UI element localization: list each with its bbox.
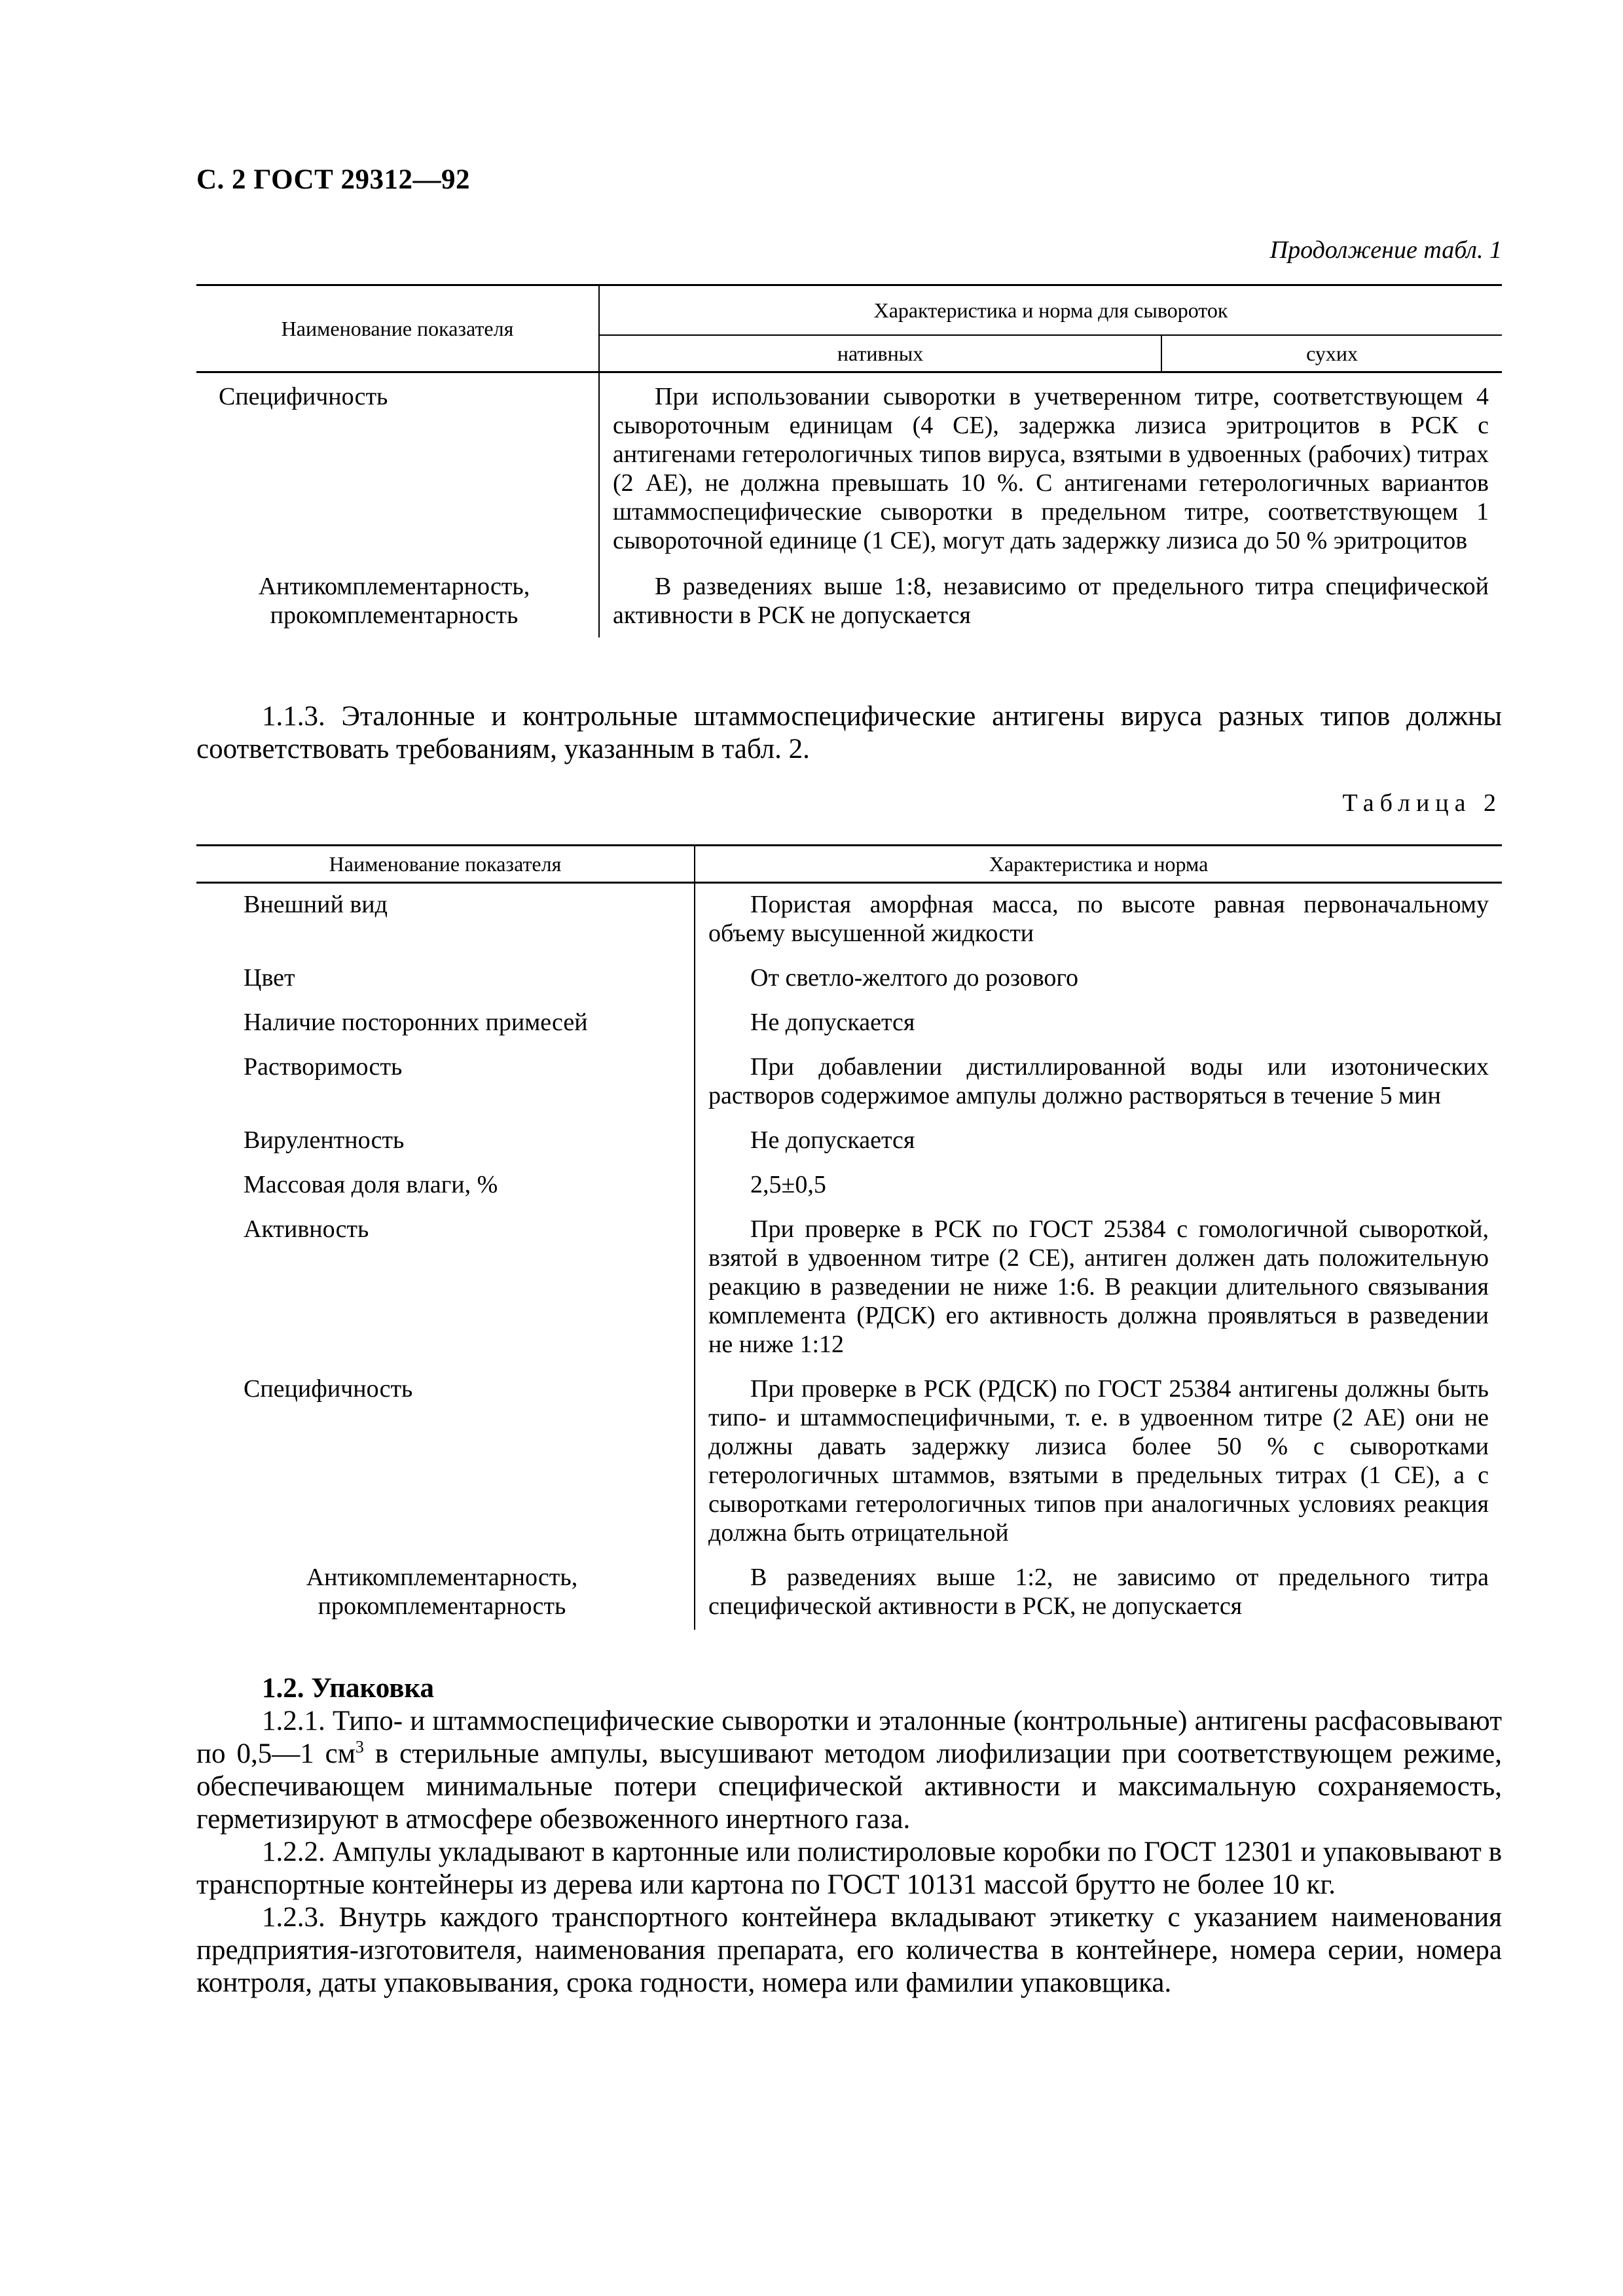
table2-row-value: Не допускается	[695, 1119, 1502, 1164]
table-row	[196, 957, 1502, 1001]
table2-row-value: В разведениях выше 1:2, не зависимо от предельного титра специфической активности в РСК, не допускается	[695, 1556, 1502, 1630]
table2-row-value: 2,5±0,5	[695, 1164, 1502, 1208]
table-row	[196, 1046, 1502, 1119]
table2-row-name: Массовая доля влаги, %	[244, 1171, 498, 1198]
table1-row-value: В разведениях выше 1:8, независимо от предельного титра специфической активности в РСК не допускается	[599, 563, 1502, 637]
table2-row-name: Вирулентность	[244, 1126, 405, 1154]
table-row	[196, 1001, 1502, 1046]
table1-header-name: Наименование показателя	[196, 285, 599, 372]
page-header: С. 2 ГОСТ 29312—92	[196, 164, 471, 195]
table2-row-name-line1: Антикомплементарность,	[306, 1564, 578, 1591]
superscript-3: 3	[355, 1737, 364, 1757]
section-1-2	[196, 1672, 1502, 2000]
table2-header-name: Наименование показателя	[196, 846, 695, 883]
table2-row-value: При проверке в РСК (РДСК) по ГОСТ 25384 антигены должны быть типо- и штаммоспецифичными, т. е. в удвоенном титре (2 АЕ) они не должны давать задержку лизиса более 50 % с сыворотками гетерологичных штаммов, взятыми в предельных титрах (1 СЕ), а с сыворотками гетерологичных типов при аналогичных условиях реакция должна быть отрицательной	[695, 1368, 1502, 1556]
paragraph-1-2-1-text-a: 1.2.1. Типо- и штаммоспецифические сыворотки и эталонные (контрольные) антигены расфасовывают по 0,5—1 см	[196, 1706, 1502, 1769]
table1-row-value: При использовании сыворотки в учетверенном титре, соответствующем 4 сывороточным единицам (4 СЕ), задержка лизиса эритроцитов в РСК с антигенами гетерологичных типов вируса, взятыми в удвоенных (рабочих) титрах (2 АЕ), не должна превышать 10 %. С антигенами гетерологичных вариантов штаммоспецифические сыворотки в предельном титре, соответствующем 1 сывороточной единице (1 СЕ), могут дать задержку лизиса до 50 % эритроцитов	[599, 372, 1502, 564]
table-row	[196, 563, 1502, 637]
table-row	[196, 1119, 1502, 1164]
table2-row-name: Цвет	[244, 964, 295, 992]
table2-row-value: Пористая аморфная масса, по высоте равная первоначальному объему высушенной жидкости	[695, 883, 1502, 958]
table2-row-value: От светло-желтого до розового	[695, 957, 1502, 1001]
section-1-2-heading: 1.2. Упаковка	[262, 1673, 435, 1704]
table1-row-name-line1: Антикомплементарность,	[258, 573, 530, 600]
table2-row-name	[196, 1556, 695, 1630]
table-row	[196, 372, 1502, 564]
paragraph-1-2-1-text-b: в стерильные ампулы, высушивают методом лиофилизации при соответствующем режиме, обеспечивающем минимальные потери специфической активности и максимальную сохраняемость, герметизируют в атмосфере обезвоженного инертного газа.	[196, 1738, 1502, 1835]
table-row	[196, 1368, 1502, 1556]
table2-row-name: Растворимость	[244, 1053, 403, 1081]
table-row	[196, 1164, 1502, 1208]
table2	[196, 844, 1502, 1630]
table2-row-name: Специфичность	[244, 1375, 413, 1403]
table1-row-name: Специфичность	[219, 383, 388, 410]
table1-continuation-note: Продолжение табл. 1	[1269, 236, 1502, 264]
table1-row-name-line2: прокомплементарность	[270, 601, 519, 629]
table1-header-group: Характеристика и норма для сывороток	[599, 285, 1502, 336]
table-row	[196, 883, 1502, 958]
table2-label: Таблица 2	[1342, 789, 1502, 817]
table1	[196, 284, 1502, 637]
table2-row-name-line2: прокомплементарность	[318, 1592, 566, 1620]
table2-row-value: При проверке в РСК по ГОСТ 25384 с гомологичной сывороткой, взятой в удвоенном титре (2 СЕ), антиген должен дать положительную реакцию в разведении не ниже 1:6. В реакции длительного связывания комплемента (РДСК) его активность должна проявляться в разведении не ниже 1:12	[695, 1208, 1502, 1368]
paragraph-1-1-3	[196, 700, 1502, 766]
paragraph-1-1-3-text: 1.1.3. Эталонные и контрольные штаммоспецифические антигены вируса разных типов должны соответствовать требованиям, указанным в табл. 2.	[196, 701, 1502, 764]
table2-row-name: Наличие посторонних примесей	[244, 1009, 588, 1036]
table1-header-dry: сухих	[1161, 335, 1502, 372]
paragraph-1-2-2: 1.2.2. Ампулы укладывают в картонные или полистироловые коробки по ГОСТ 12301 и упаковывают в транспортные контейнеры из дерева или картона по ГОСТ 10131 массой брутто не более 10 кг.	[196, 1837, 1502, 1900]
table2-row-name: Внешний вид	[244, 891, 388, 918]
table1-header-native: нативных	[599, 335, 1161, 372]
table-row	[196, 1556, 1502, 1630]
table1-row-name	[196, 563, 599, 637]
table2-row-value: Не допускается	[695, 1001, 1502, 1046]
table2-row-value: При добавлении дистиллированной воды или изотонических растворов содержимое ампулы должно растворяться в течение 5 мин	[695, 1046, 1502, 1119]
paragraph-1-2-1	[196, 1705, 1502, 1836]
paragraph-1-2-3: 1.2.3. Внутрь каждого транспортного контейнера вкладывают этикетку с указанием наименования предприятия-изготовителя, наименования препарата, его количества в контейнере, номера серии, номера контроля, даты упаковывания, срока годности, номера или фамилии упаковщика.	[196, 1902, 1502, 1998]
table2-row-name: Активность	[244, 1215, 369, 1243]
table2-header-value: Характеристика и норма	[695, 846, 1502, 883]
table-row	[196, 1208, 1502, 1368]
